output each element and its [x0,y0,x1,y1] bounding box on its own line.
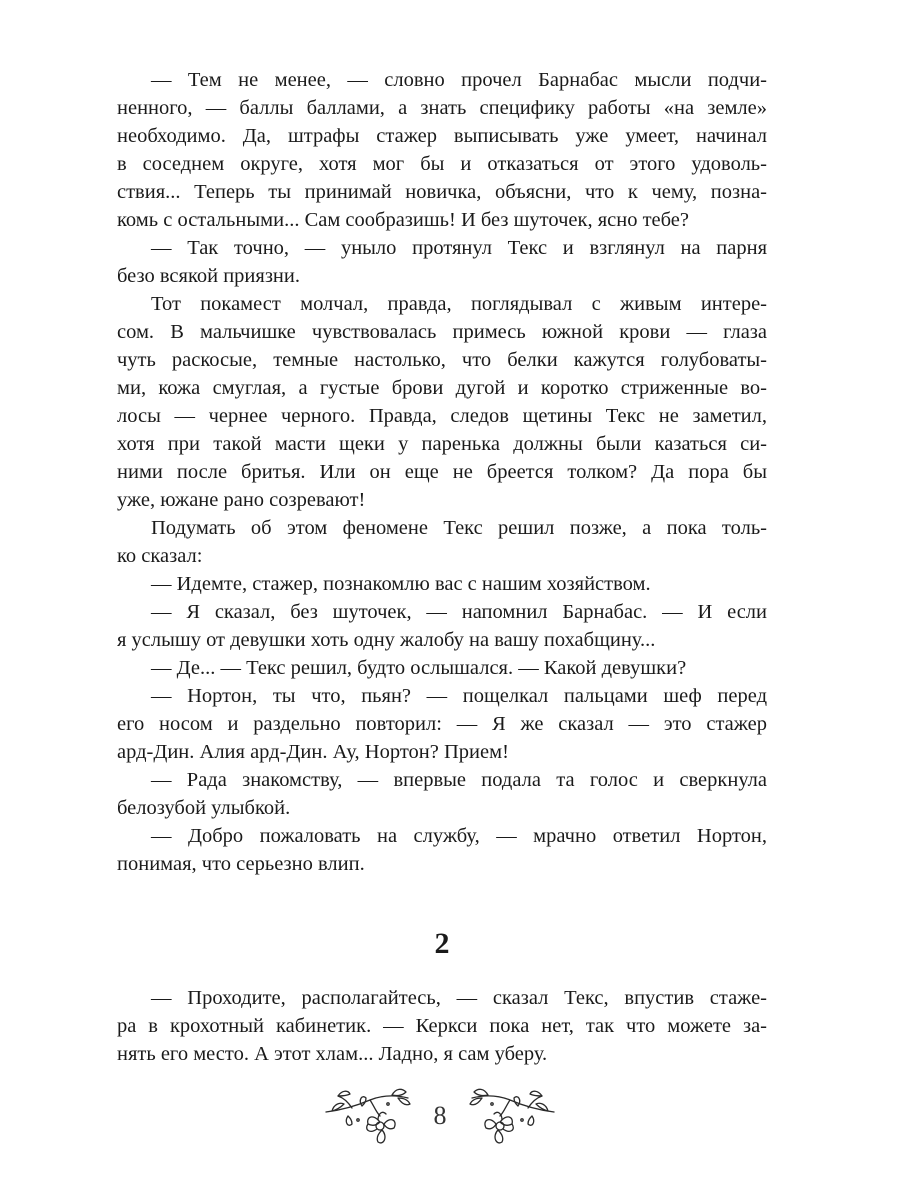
page-body [117,66,767,1065]
text-line: лосы — чернее черного. Правда, следов щетины Текс не заметил, [117,405,767,427]
text-line: ра в крохотный кабинетик. — Керкси пока нет, так что можете за- [117,1015,767,1037]
text-line: комь с остальными... Сам сообразишь! И без шуточек, ясно тебе? [117,209,689,231]
text-line: ствия... Теперь ты принимай новичка, объясни, что к чему, позна- [117,181,767,203]
text-line: — Рада знакомству, — впервые подала та голос и сверкнула [151,769,767,791]
magnolia-branch-icon [466,1076,558,1156]
text-line: ард-Дин. Алия ард-Дин. Ау, Нортон? Прием! [117,741,509,763]
page-footer [0,1076,900,1166]
magnolia-branch-icon [322,1076,414,1156]
text-line: его носом и раздельно повторил: — Я же сказал — это стажер [117,713,767,735]
text-line: я услышу от девушки хоть одну жалобу на вашу похабщину... [117,629,656,651]
text-line: хотя при такой масти щеки у паренька должны были казаться си- [117,433,767,455]
text-line: Подумать об этом феномене Текс решил позже, а пока толь- [151,517,767,539]
text-line: — Проходите, располагайтесь, — сказал Текс, впустив стаже- [151,987,767,1009]
text-line: сом. В мальчишке чувствовалась примесь южной крови — глаза [117,321,767,343]
text-line: безо всякой приязни. [117,265,300,287]
page-number: 8 [433,1101,447,1130]
text-line: — Так точно, — уныло протянул Текс и взглянул на парня [151,237,767,259]
text-line: необходимо. Да, штрафы стажер выписывать уже умеет, начинал [117,125,767,147]
text-line: уже, южане рано созревают! [117,489,366,511]
text-line: — Нортон, ты что, пьян? — пощелкал пальцами шеф перед [151,685,767,707]
text-line: — Идемте, стажер, познакомлю вас с нашим хозяйством. [151,573,651,595]
text-line: ко сказал: [117,545,203,567]
text-line: чуть раскосые, темные настолько, что белки кажутся голубоваты- [117,349,767,371]
text-line: — Тем не менее, — словно прочел Барнабас мысли подчи- [151,69,767,91]
text-line: — Добро пожаловать на службу, — мрачно ответил Нортон, [151,825,767,847]
text-line: — Я сказал, без шуточек, — напомнил Барнабас. — И если [151,601,767,623]
text-line: ненного, — баллы баллами, а знать специфику работы «на земле» [117,97,767,119]
text-line: — Де... — Текс решил, будто ослышался. — Какой девушки? [151,657,687,679]
text-line: нять его место. А этот хлам... Ладно, я сам уберу. [117,1043,548,1065]
text-line: ними после бритья. Или он еще не бреется толком? Да пора бы [117,461,767,483]
text-section-2 [117,984,767,1068]
text-line: в соседнем округе, хотя мог бы и отказаться от этого удоволь- [117,153,767,175]
text-line: Тот покамест молчал, правда, поглядывал с живым интере- [151,293,767,315]
text-section-1 [117,66,767,878]
text-line: ми, кожа смуглая, а густые брови дугой и коротко стриженные во- [117,377,767,399]
chapter-number: 2 [434,927,450,960]
text-line: понимая, что серьезно влип. [117,853,365,875]
text-line: белозубой улыбкой. [117,797,291,819]
